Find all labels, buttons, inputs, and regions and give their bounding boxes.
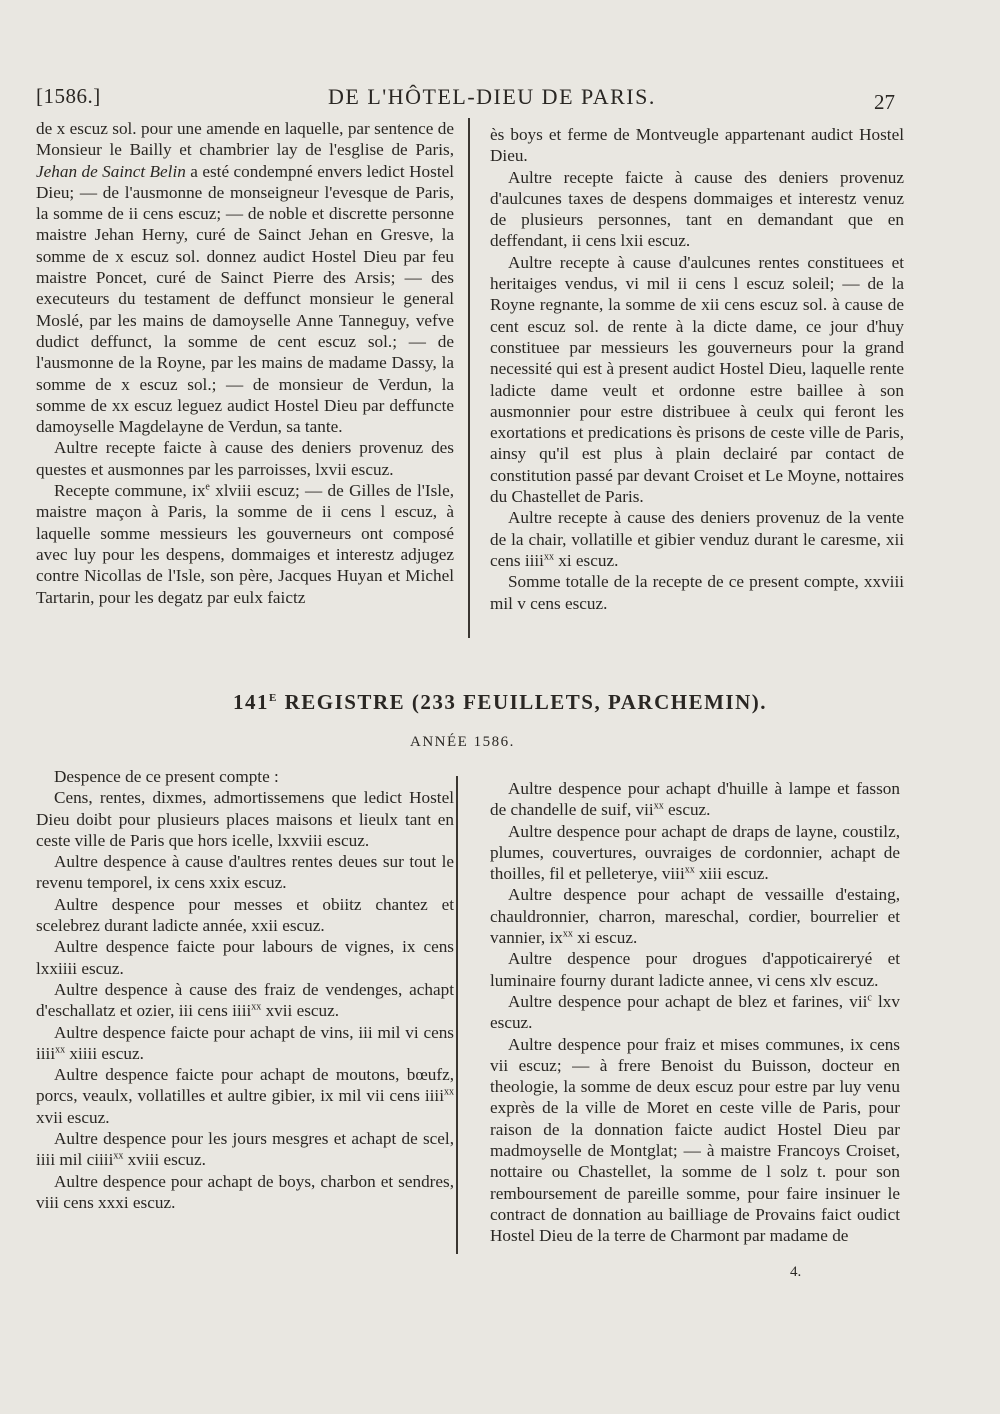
paragraph: Aultre despence faicte pour achapt de vins, iii mil vi cens iiii$^{xx}$ xiiii escuz.: [36, 1022, 454, 1063]
paragraph: Somme totalle de la recepte de ce present compte, xxviii mil v cens escuz.: [490, 572, 904, 613]
paragraph: ès boys et ferme de Montveugle appartenant audict Hostel Dieu.: [490, 125, 904, 166]
paragraph: Aultre recepte à cause d'aulcunes rentes constituees et heritaiges vendus, vi mil ii cens l escuz soleil; — de la Royne regnante, la somme de xii cens escuz sol. à cause de cent escuz sol. de rente à la dicte dame, ce jour d'huy constituee par messieurs les gouverneurs pour la grand necessité qui est à present audict Hostel Dieu, laquelle rente ladicte dame veult et ordonne estre baillee à son ausmonnier pour estre distribuee à ceulx qui feront les exortations et predications ès prisons de ceste ville de Paris, ainsy qu'il est plus à plain declairé par contact de constitution passé par devant Croiset et Le Moyne, nottaires du Chastellet de Paris.: [490, 252, 904, 507]
paragraph: Aultre despence pour messes et obiitz chantez et scelebrez durant ladicte année, xxii escuz.: [36, 894, 454, 936]
paragraph: Aultre recepte faicte à cause des deniers provenuz des questes et ausmonnes par les parroisses, lxvii escuz.: [36, 438, 454, 479]
paragraph: Aultre despence à cause des fraiz de vendenges, achapt d'eschallatz et ozier, iii cens iiii$^{xx}$ xvii escuz.: [36, 979, 454, 1021]
paragraph: Despence de ce present compte :: [54, 767, 279, 786]
paragraph: Recepte commune, $ix^e$ xlviii escuz; — de Gilles de l'Isle, maistre maçon à Paris, la somme de ii cens l escuz, à laquelle somme messieurs les gouverneurs ont composé avec luy pour les despens, dommaiges et interestz adjugez contre Nicollas de l'Isle, son père, Jacques Huyan et Michel Tartarin, pour les degatz par eulx faictz: [36, 481, 454, 607]
column-top-right: [490, 124, 904, 614]
column-top-left: [36, 118, 454, 608]
paragraph: Aultre despence à cause d'aultres rentes deues sur tout le revenu temporel, ix cens xxix escuz.: [36, 852, 454, 893]
running-header: [36, 84, 936, 114]
column-bottom-right: [490, 778, 900, 1247]
paragraph: Aultre despence pour les jours mesgres et achapt de scel, iiii mil ciiii$^{xx}$ xviii escuz.: [36, 1129, 454, 1170]
section-year: ANNÉE 1586.: [410, 734, 515, 750]
header-year: [1586.]: [36, 84, 101, 108]
person-name: Jehan de Sainct Belin: [36, 161, 186, 181]
paragraph: Aultre despence pour achapt de vessaille d'estaing, chauldronnier, charron, mareschal, cordier, bourrelier et vannier, $ix^{xx}$ xi escuz.: [490, 885, 900, 948]
column-divider: [456, 776, 458, 1254]
page-number: 27: [874, 90, 895, 114]
section-title: $141^E$ REGISTRE (233 FEUILLETS, PARCHEMIN).: [232, 690, 767, 714]
paragraph: Aultre despence pour drogues d'appoticaireryé et luminaire fourny durant ladicte annee, vi cens xlv escuz.: [490, 949, 900, 990]
paragraph: Aultre despence faicte pour labours de vignes, ix cens lxxiiii escuz.: [36, 937, 454, 978]
paragraph: Aultre recepte à cause des deniers provenuz de la vente de la chair, vollatille et gibier venduz durant le caresme, xii cens iiii$^{xx}$ xi escuz.: [490, 508, 904, 570]
paragraph: de x escuz sol. pour une amende en laquelle, par sentence de Monsieur le Bailly et chambrier lay de l'esglise de Paris, Jehan de Sainct Belin a esté condempné envers ledict Hostel Dieu; — de l'ausmonne de monseigneur l'evesque de Paris, la somme de ii cens escuz; — de noble et discrette personne maistre Jehan Herny, curé de Sainct Jehan en Gresve, la somme de x escuz sol. donnez audict Hostel Dieu par feu maistre Poncet, curé de Sainct Pierre des Arsis; — des executeurs du testament de deffunct monsieur le general Moslé, par les mains de damoyselle Anne Tanneguy, vefve dudict deffunct, la somme de cent escuz sol.; — de l'ausmonne de la Royne, par les mains de madame Dassy, la somme de x escuz sol.; — de monsieur de Verdun, la somme de xx escuz leguez audict Hostel Dieu par deffuncte damoyselle Magdelayne de Verdun, sa tante.: [36, 119, 455, 437]
paragraph: Aultre despence pour fraiz et mises communes, ix cens vii escuz; — à frere Benoist du Buisson, docteur en theologie, la somme de deux escuz pour estre par luy venu exprès de la ville de Moret en ceste ville de Paris, pour raison de la donnation faicte audict Hostel Dieu par madmoyselle de Montglat; — à maistre Francoys Croiset, nottaire ou Chastellet, la somme de l solz t. pour son remboursement de pareille somme, pour faire insinuer le contract de donnation au bailliage de Provains faict oudict Hostel Dieu de la terre de Charmont par madame de: [490, 1034, 900, 1246]
header-title: DE L'HÔTEL-DIEU DE PARIS.: [328, 84, 656, 109]
paragraph: Aultre despence pour achapt de draps de layne, coustilz, plumes, couvertures, ouvraiges de cordonnier, achapt de thoilles, fil et pelleterye, viii$^{xx}$ xiii escuz.: [490, 821, 900, 884]
paragraph: Aultre recepte faicte à cause des deniers provenuz d'aulcunes taxes de despens dommaiges et interestz venuz de plusieurs personnes, tant en demandant que en deffendant, ii cens lxii escuz.: [490, 167, 904, 251]
paragraph: Aultre despence faicte pour achapt de moutons, bœufz, porcs, veaulx, vollatilles et aultre gibier, ix mil vii cens iiii$^{xx}$ xvii escuz.: [36, 1065, 454, 1127]
column-bottom-left: [36, 766, 454, 1213]
paragraph: Aultre despence pour achapt de blez et farines, vii$^c$ lxv escuz.: [490, 991, 900, 1033]
paragraph: Aultre despence pour achapt de boys, charbon et sendres, viii cens xxxi escuz.: [36, 1171, 454, 1212]
paragraph: Cens, rentes, dixmes, admortissemens que ledict Hostel Dieu doibt pour plusieurs places maisons et lieulx tant en ceste ville de Paris que hors icelle, lxxviii escuz.: [36, 788, 454, 850]
column-divider: [468, 118, 470, 638]
paragraph: Aultre despence pour achapt d'huille à lampe et fasson de chandelle de suif, vii$^{xx}$ escuz.: [490, 779, 900, 820]
signature-mark: 4.: [790, 1264, 802, 1280]
